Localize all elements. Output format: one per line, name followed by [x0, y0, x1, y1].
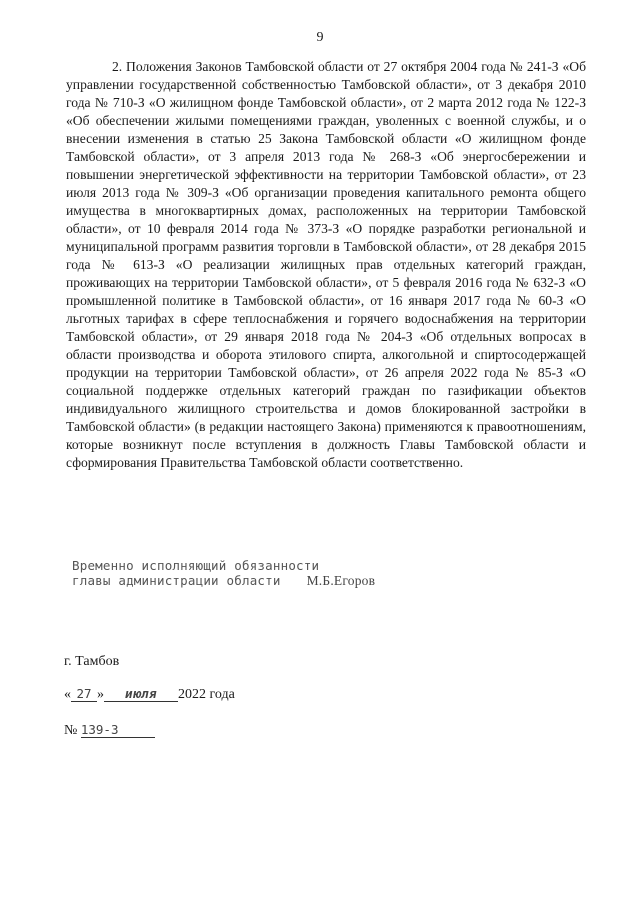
- date-month: июля: [104, 686, 178, 702]
- date-year: 2022 года: [178, 687, 235, 702]
- signature-title-line-1: Временно исполняющий обязанности: [72, 558, 320, 573]
- signature-title-line-2-text: главы администрации области: [72, 573, 281, 588]
- date-close-quote: »: [97, 687, 104, 702]
- signatory-name: М.Б.Егоров: [306, 573, 376, 588]
- number-prefix: №: [64, 723, 78, 738]
- date-day: 27: [71, 686, 97, 702]
- number-value: 139-З: [81, 722, 155, 738]
- page-number: 9: [316, 30, 324, 45]
- signature-title-line-2: [72, 573, 375, 588]
- city: г. Тамбов: [64, 654, 120, 669]
- body-paragraph: 2. Положения Законов Тамбовской области от 27 октября 2004 года № 241-З «Об управлении государственной собственностью Тамбовской области», от 3 декабря 2010 года № 710-З «О жилищном фонде Тамбовской области», от 2 марта 2012 года № 122-З «Об обеспечении жилыми помещениями граждан, уволенных с военной службы, и о внесении изменения в статью 25 Закона Тамбовской области «О жилищном фонде Тамбовской области», от 3 апреля 2013 года № 268-З «Об энергосбережении и повышении энергетической эффективности на территории Тамбовской области», от 23 июля 2013 года № 309-З «Об организации проведения капитального ремонта общего имущества в многоквартирных домах, расположенных на территории Тамбовской области», от 10 февраля 2014 года № 373-З «О порядке разработки региональной и муниципальной программ развития торговли в Тамбовской области», от 28 декабря 2015 года № 613-З «О реализации жилищных прав отдельных категорий граждан, проживающих на территории Тамбовской области», от 5 февраля 2016 года № 632-З «О промышленной политике в Тамбовской области», от 16 января 2017 года № 60-З «О льготных тарифах в сфере теплоснабжения и горячего водоснабжения на территории Тамбовской области», от 29 января 2018 года № 204-З «Об отдельных вопросах в области производства и оборота этилового спирта, алкогольной и спиртосодержащей продукции на территории Тамбовской области», от 26 апреля 2022 года № 85-З «О социальной поддержке отдельных категорий граждан по газификации объектов индивидуального жилищного строительства и домов блокированной застройки в Тамбовской области» (в редакции настоящего Закона) применяются к правоотношениям, которые возникнут после вступления в должность Главы Тамбовской области и сформирования Правительства Тамбовской области соответственно.: [66, 59, 586, 470]
- signature-stamp: [72, 558, 375, 588]
- date-open-quote: «: [64, 687, 71, 702]
- signing-date: [64, 686, 235, 703]
- law-number: [64, 722, 155, 739]
